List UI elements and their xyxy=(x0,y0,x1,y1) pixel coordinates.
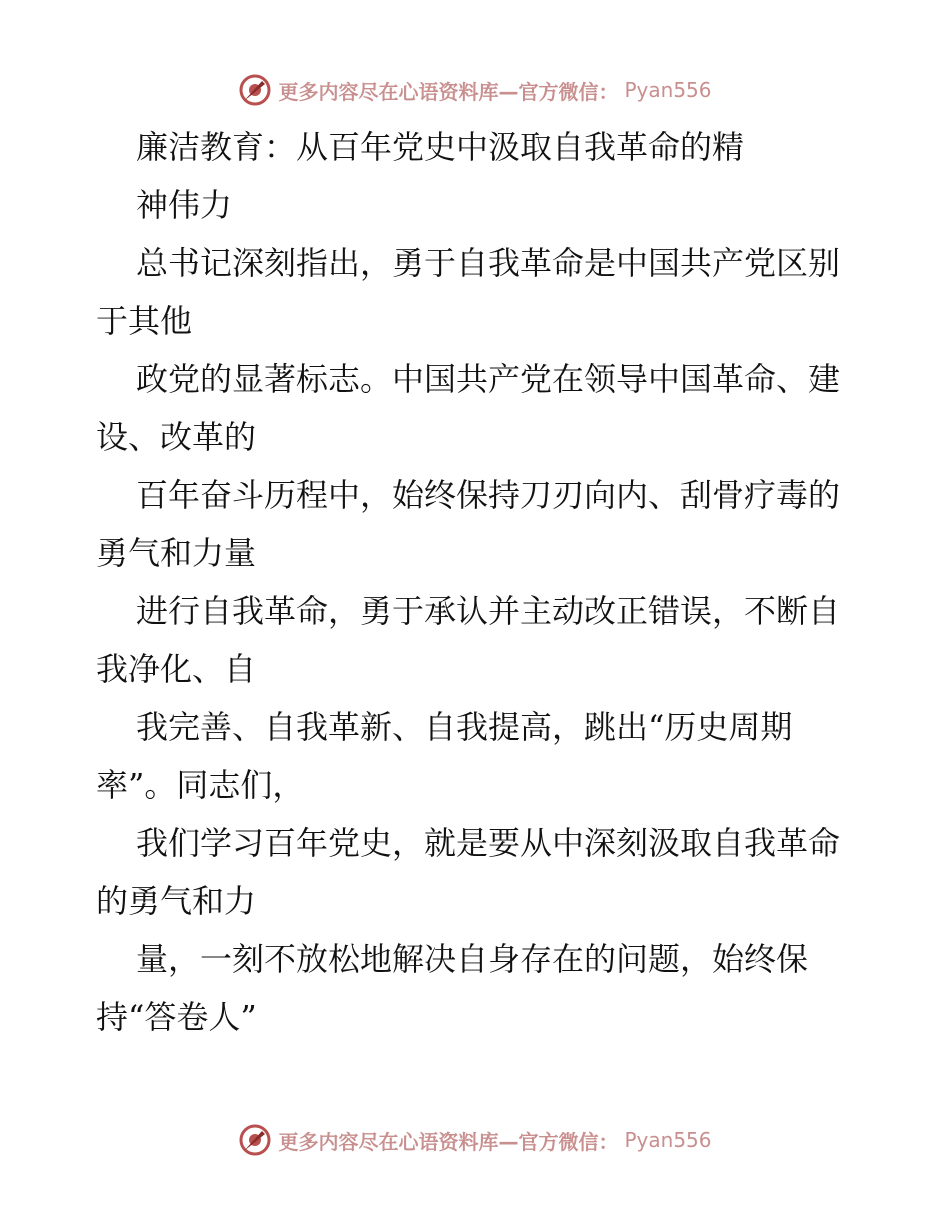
paragraph-line: 进行自我革命，勇于承认并主动改正错误，不断自我净化、自 xyxy=(96,592,841,688)
paragraph-line: 政党的显著标志。中国共产党在领导中国革命、建设、改革的 xyxy=(96,360,841,456)
watermark-handle: Pyan556 xyxy=(624,78,712,102)
paragraph-line: 量，一刻不放松地解决自身存在的问题，始终保持“答卷人” xyxy=(96,940,809,1036)
quill-logo-icon xyxy=(238,73,272,107)
document-body xyxy=(96,118,856,1046)
watermark-text: 更多内容尽在心语资料库—官方微信： xyxy=(278,79,619,104)
watermark-handle: Pyan556 xyxy=(624,1128,712,1152)
paragraph-line: 我们学习百年党史，就是要从中深刻汲取自我革命的勇气和力 xyxy=(96,824,841,920)
watermark-header xyxy=(0,70,950,110)
document-title-line-2: 神伟力 xyxy=(136,186,233,224)
quill-logo-icon xyxy=(238,1123,272,1157)
document-title-line-1: 廉洁教育：从百年党史中汲取自我革命的精 xyxy=(136,128,745,166)
paragraph-line: 我完善、自我革新、自我提高，跳出“历史周期率”。同志们， xyxy=(96,708,793,804)
paragraph-line: 百年奋斗历程中，始终保持刀刃向内、刮骨疗毒的勇气和力量 xyxy=(96,476,841,572)
watermark-footer xyxy=(0,1120,950,1160)
watermark-text: 更多内容尽在心语资料库—官方微信： xyxy=(278,1129,619,1154)
paragraph-line: 总书记深刻指出，勇于自我革命是中国共产党区别于其他 xyxy=(96,244,841,340)
